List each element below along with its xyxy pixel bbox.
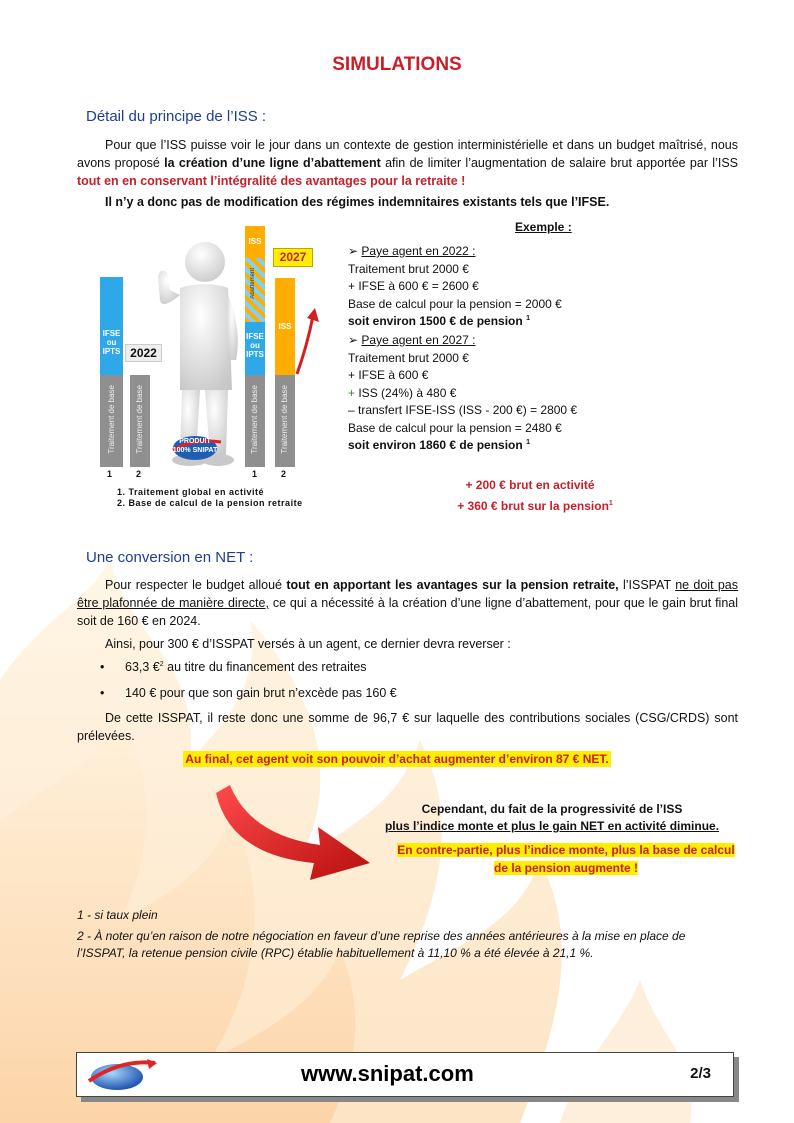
text-run: Pour que l’ISS puisse voir le jour dans un contexte de gestion interministérielle et dans un budget maîtrisé, nous avons proposé [77,138,738,170]
text-run-bold: tout en apportant les avantages sur la pension retraite, [286,578,619,592]
text-run-bold: la création d’une ligne d’abattement [164,156,381,170]
footnote-ref: 1 [526,439,530,446]
bar-base-2022-2 [130,375,150,467]
page-title: SIMULATIONS [332,54,462,75]
footnote-ref: 2 [159,660,164,668]
bar-abattement [245,258,265,322]
example-line: Traitement brut 2000 € [348,350,469,365]
text-run: l’ISSPAT [618,578,676,592]
bar-base-label: Traitement de base [250,385,259,454]
paragraph-isspat-example: Ainsi, pour 300 € d’ISSPAT versés à un agent, ce dernier devra reverser : [105,637,511,651]
note-pension-highlight [394,841,738,877]
bar-number-2b: 2 [281,469,287,479]
page-number: 2/3 [690,1065,711,1082]
legend-item-1: 1. Traitement global en activité [117,487,265,497]
gain-pension [440,499,630,513]
bar-number-1b: 1 [252,469,258,479]
gain-pension-text: + 360 € brut sur la pension [457,499,609,513]
note-pension-line3: En contre-partie, plus l’indice monte, plus la base de calcul [397,843,735,857]
example-pension-2022: soit environ 1500 € de pension [348,314,523,328]
example-line: Traitement brut 2000 € [348,261,469,276]
example-2027-block [348,332,577,455]
footnote-ref: 1 [526,315,530,322]
bar-ifse-label: IFSE ou IPTS [102,329,121,356]
text-run: ce qui a nécessité à la création d’une ligne d’abattement, pour que le gain brut final soit de 160 € en 2024. [77,596,738,628]
bullet-dot-icon: • [100,660,105,674]
bar-ifse-2022 [100,277,123,375]
bar-iss-orange: ISS [275,278,295,375]
paragraph-remaining: De cette ISSPAT, il reste donc une somme de 96,7 € sur laquelle des contributions sociales (CSG/CRDS) sont prélevées. [77,711,738,743]
bar-ifse-2027: IFSE ou IPTS [245,322,265,375]
example-line: + IFSE à 600 € [348,368,429,382]
year-2022-label: 2022 [125,344,162,362]
arrow-right-icon: ➢ [348,333,362,347]
bar-number-2: 2 [136,469,142,479]
bar-base-label: Traitement de base [135,385,144,454]
footnote-2: 2 - À noter qu’en raison de notre négociation en faveur d’une reprise des années antérieures à la mise en place de l’ISSPAT, la retenue pension civile (RPC) établie habituellement à 11,10 % a été élevée à 21,1 %. [77,929,686,960]
section-heading-iss-principle: Détail du principe de l’ISS : [86,108,267,125]
plus-sign: + [348,385,356,400]
website-link[interactable]: www.snipat.com [301,1061,474,1086]
text-run-red: tout en en conservant l’intégralité des avantages pour la retraite ! [77,174,466,188]
footnote-1: 1 - si taux plein [77,908,158,922]
paragraph-no-change: Il n’y a donc pas de modification des régimes indemnitaires existants tels que l’IFSE. [105,195,610,209]
example-2022-block [348,243,562,331]
gain-activity: + 200 € brut en activité [465,478,595,492]
example-2022-heading: Paye agent en 2022 : [361,244,476,258]
example-line: – transfert IFSE-ISS (ISS - 200 €) = 2800 € [348,403,578,417]
bullet-text: 63,3 € [125,660,160,674]
bar-base-2027-2 [275,375,295,467]
bar-base-2022-1 [100,375,123,467]
text-run: Pour respecter le budget alloué [105,578,287,592]
text-run-underlined: ne doit pas être plafonnée de manière directe, [77,578,738,610]
example-pension-2027: soit environ 1860 € de pension [348,438,523,452]
example-2027-heading: Paye agent en 2027 : [361,333,476,347]
section-heading-net-conversion: Une conversion en NET : [86,549,254,566]
bullet-item-2 [100,684,397,702]
abattement-label: Abattement [250,268,256,299]
bullet-item-1 [100,658,367,676]
year-2027-label: 2027 [273,248,313,267]
text-run: afin de limiter l’augmentation de salaire brut apportée par l’ISS [380,156,739,170]
final-highlight-row [0,750,794,768]
up-arrow-icon [293,306,323,376]
paragraph-net-intro [77,576,738,630]
bars-illustration [95,222,325,522]
note-progressivity-line2: plus l’indice monte et plus le gain NET en activité diminue. [384,819,720,833]
footnote-ref: 1 [608,500,613,507]
bullet-text: 140 € pour que son gain brut n’excède pas 160 € [125,686,397,700]
example-line: ISS (24%) à 480 € [355,385,457,400]
badge-line-2: 100% SNIPAT [172,447,218,454]
note-progressivity-line1: Cependant, du fait de la progressivité de l’ISS [421,802,683,816]
bullet-text: au titre du financement des retraites [163,660,367,674]
red-curved-arrow-icon [210,775,380,885]
bar-iss-top: ISS [245,226,265,258]
bullet-dot-icon: • [100,686,105,700]
note-pension-line4: de la pension augmente ! [493,861,639,875]
footer-bar [76,1052,734,1097]
example-line: Base de calcul pour la pension = 2000 € [348,296,562,311]
badge-line-1: PRODUIT [179,438,211,445]
paragraph-iss-intro [77,136,738,190]
snipat-logo-icon [85,1057,157,1093]
snipat-badge [165,434,225,462]
bar-number-1: 1 [107,469,113,479]
example-line: Base de calcul pour la pension = 2480 € [348,420,562,435]
bar-base-label: Traitement de base [280,385,289,454]
example-title: Exemple : [515,220,572,234]
example-line: + IFSE à 600 € = 2600 € [348,279,479,293]
final-result-highlight: Au final, cet agent voit son pouvoir d’achat augmenter d’environ 87 € NET. [185,752,609,766]
arrow-right-icon: ➢ [348,244,362,258]
bar-base-label: Traitement de base [106,385,116,454]
bar-base-2027-1 [245,375,265,467]
legend-item-2: 2. Base de calcul de la pension retraite [117,498,303,508]
